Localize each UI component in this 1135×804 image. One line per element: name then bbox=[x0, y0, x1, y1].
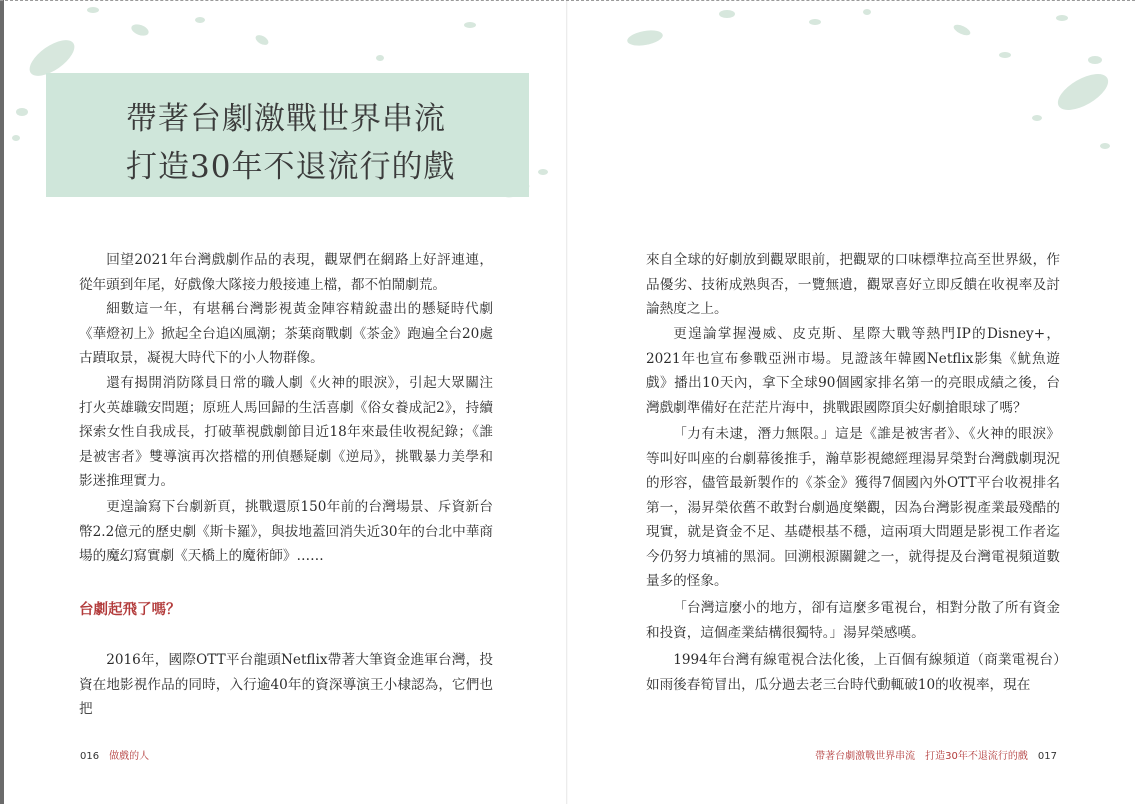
page-footer-right bbox=[815, 747, 1057, 762]
page-number: 016 bbox=[80, 751, 100, 762]
left-page bbox=[0, 0, 567, 804]
body-paragraph: 更遑論掌握漫威、皮克斯、星際大戰等熱門IP的Disney+，2021年也宣布參戰亞洲市場。見證該年韓國Netflix影集《魷魚遊戲》播出10天內，拿下全球90個國家排名第一的亮眼成績之後，台灣戲劇準備好在茫茫片海中，挑戰跟國際頂尖好劇搶眼球了嗎？ bbox=[646, 326, 1060, 416]
spine-gutter bbox=[566, 0, 568, 804]
chapter-running-head: 帶著台劇激戰世界串流 打造30年不退流行的戲 bbox=[815, 751, 1028, 762]
right-page bbox=[567, 0, 1135, 804]
top-crop-line bbox=[0, 0, 1135, 1]
body-paragraph: 更遑論寫下台劇新頁，挑戰還原150年前的台灣場景、斥資新台幣2.2億元的歷史劇《斯卡羅》，與拔地蓋回消失近30年的台北中華商場的魔幻寫實劇《天橋上的魔術師》…… bbox=[79, 499, 493, 564]
body-paragraph: 細數這一年，有堪稱台灣影視黃金陣容精銳盡出的懸疑時代劇《華燈初上》掀起全台追凶風潮；茶葉商戰劇《茶金》跑遍全台20處古蹟取景，凝視大時代下的小人物群像。 bbox=[79, 301, 493, 366]
body-paragraph: 1994年台灣有線電視合法化後，上百個有線頻道（商業電視台）如雨後春筍冒出，瓜分過去老三台時代動輒破10的收視率，現在 bbox=[646, 652, 1060, 693]
body-paragraph: 還有揭開消防隊員日常的職人劇《火神的眼淚》，引起大眾關注打火英雄職安問題；原班人馬回歸的生活喜劇《俗女養成記2》，持續探索女性自我成長，打破華視戲劇節目近18年來最佳收視紀錄；《誰是被害者》雙導演再次搭檔的刑偵懸疑劇《逆局》，挑戰暴力美學和影迷推理實力。 bbox=[79, 375, 493, 489]
page-footer-left bbox=[80, 747, 149, 762]
leaf-decoration-right bbox=[567, 0, 1135, 160]
body-paragraph: 回望2021年台灣戲劇作品的表現，觀眾們在網路上好評連連，從年頭到年尾，好戲像大隊接力般接連上檔，都不怕鬧劇荒。 bbox=[79, 252, 493, 293]
page-number: 017 bbox=[1037, 751, 1057, 762]
body-paragraph: 「台灣這麼小的地方，卻有這麼多電視台，相對分散了所有資金和投資，這個產業結構很獨特。」湯昇榮感嘆。 bbox=[646, 600, 1060, 641]
chapter-title-line-2: 打造30年不退流行的戲 bbox=[126, 149, 456, 185]
body-paragraph: 來自全球的好劇放到觀眾眼前，把觀眾的口味標準拉高至世界級，作品優劣、技術成熟與否，一覽無遺，觀眾喜好立即反饋在收視率及討論熱度之上。 bbox=[646, 252, 1060, 317]
book-title: 做戲的人 bbox=[109, 751, 150, 762]
chapter-title-line-1: 帶著台劇激戰世界串流 bbox=[126, 101, 446, 137]
body-paragraph: 「力有未逮，潛力無限。」這是《誰是被害者》、《火神的眼淚》等叫好叫座的台劇幕後推手，瀚草影視總經理湯昇榮對台灣戲劇現況的形容，儘管最新製作的《茶金》獲得7個國內外OTT平台收視排名第一，湯昇榮依舊不敢對台劇過度樂觀，因為台灣影視產業最殘酷的現實，就是資金不足、基礎根基不穩，這兩項大問題是影視工作者迄今仍努力填補的黑洞。回溯根源關鍵之一，就得提及台灣電視頻道數量多的怪象。 bbox=[646, 426, 1060, 589]
section-subhead: 台劇起飛了嗎？ bbox=[79, 601, 181, 618]
body-paragraph: 2016年，國際OTT平台龍頭Netflix帶著大筆資金進軍台灣，投資在地影視作品的同時，入行逾40年的資深導演王小棣認為，它們也把 bbox=[79, 652, 493, 717]
